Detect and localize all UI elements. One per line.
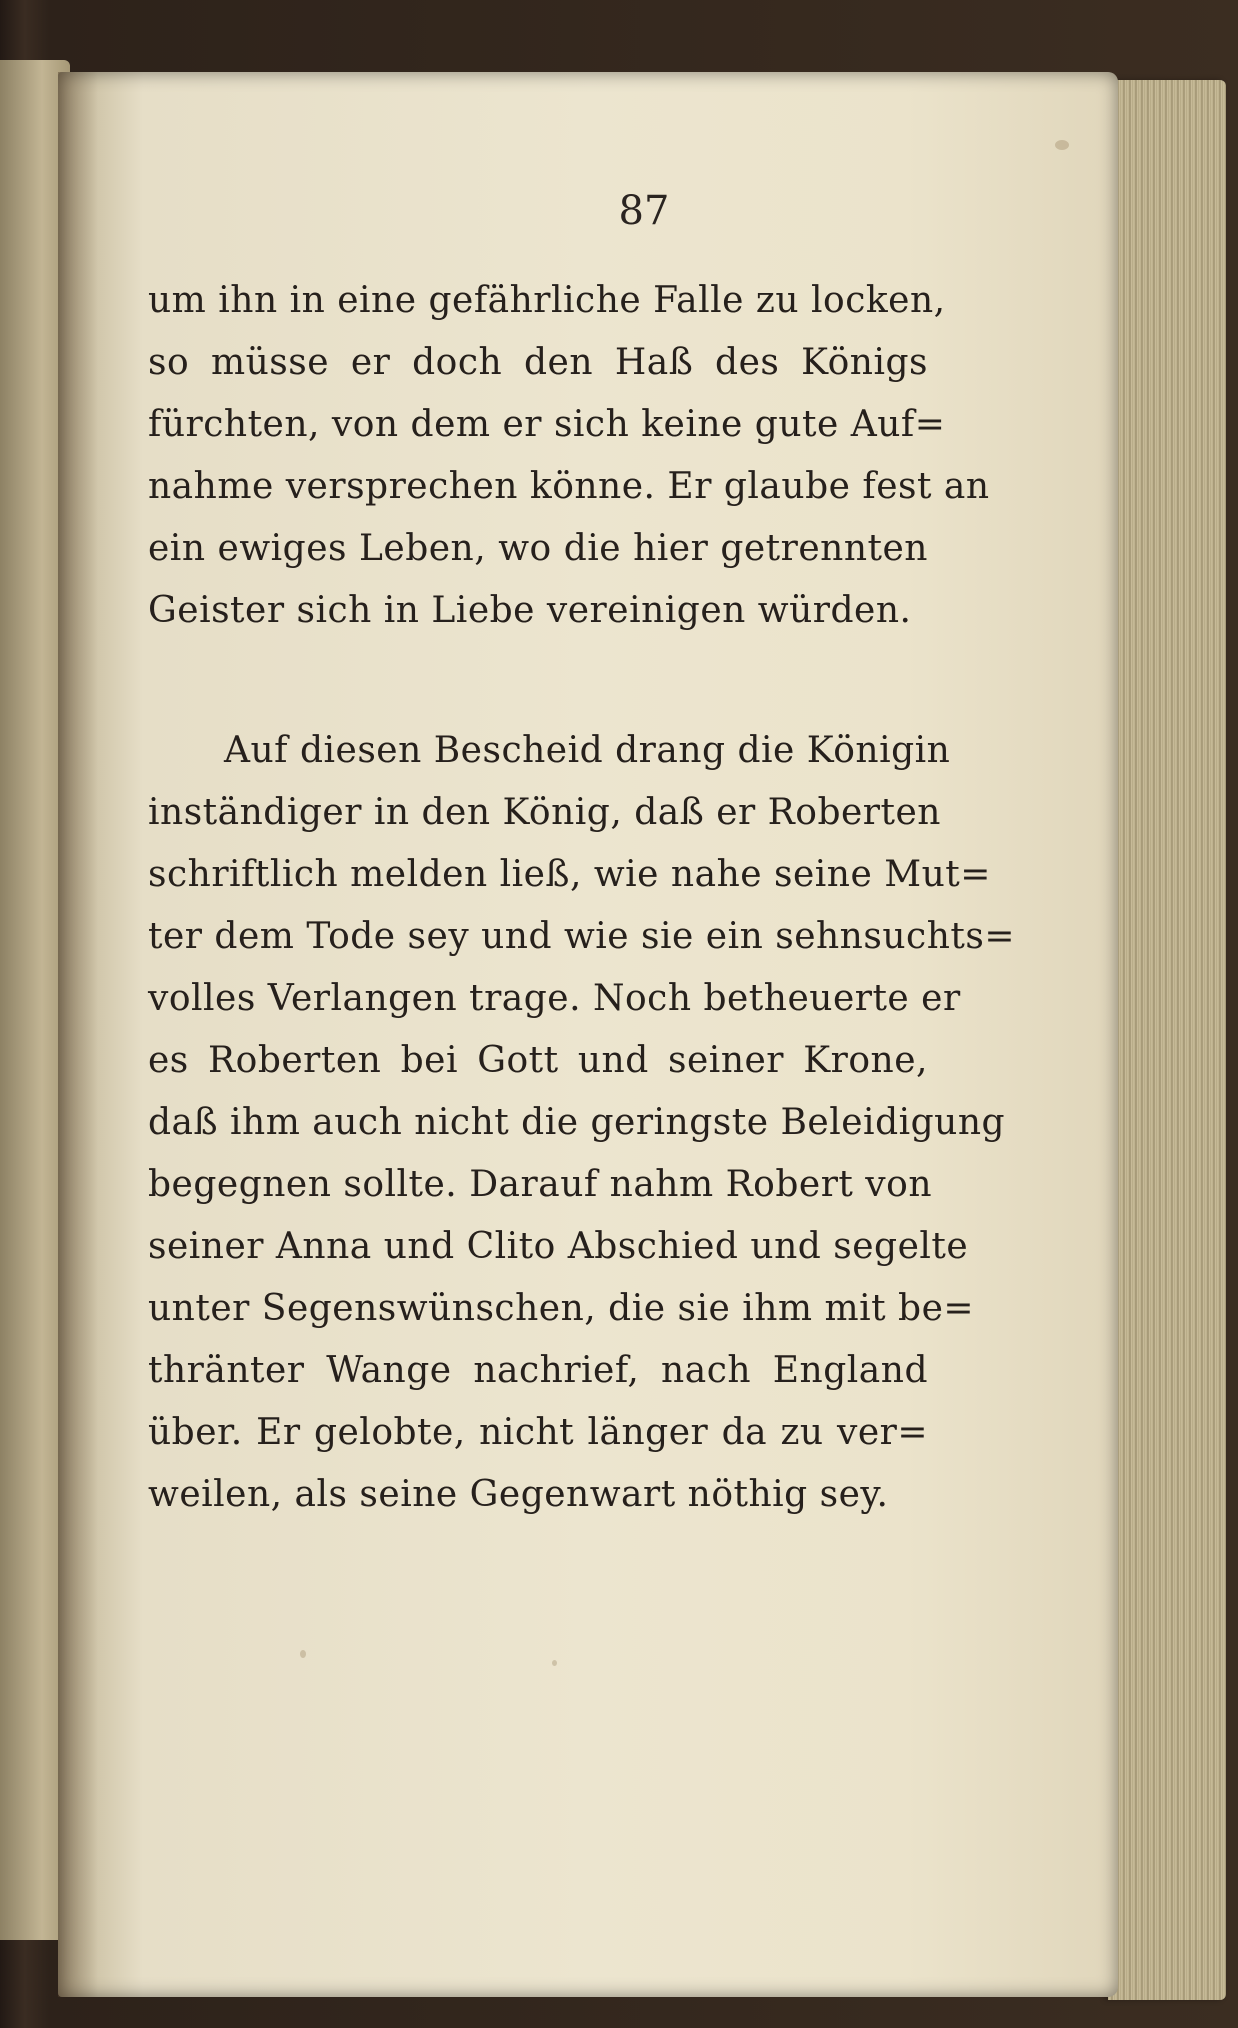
text-line: unter Segenswünschen, die sie ihm mit be= bbox=[148, 1288, 975, 1329]
foxing-spot bbox=[552, 1660, 557, 1666]
text-line: ein ewiges Leben, wo die hier getrennten bbox=[148, 528, 928, 569]
text-line: schriftlich melden ließ, wie nahe seine Mut= bbox=[148, 854, 991, 895]
text-line: thränter Wange nachrief, nach England bbox=[148, 1350, 928, 1391]
text-line: ter dem Tode sey und wie sie ein sehnsuchts= bbox=[148, 916, 1015, 957]
text-line: begegnen sollte. Darauf nahm Robert von bbox=[148, 1164, 933, 1205]
text-line: nahme versprechen könne. Er glaube fest an bbox=[148, 466, 990, 507]
text-line: inständiger in den König, daß er Roberten bbox=[148, 792, 941, 833]
text-line: Geister sich in Liebe vereinigen würden. bbox=[148, 590, 912, 631]
paragraph bbox=[148, 720, 1015, 1526]
text-line: über. Er gelobte, nicht länger da zu ver= bbox=[148, 1412, 928, 1453]
foxing-spot bbox=[1055, 140, 1069, 150]
text-line: es Roberten bei Gott und seiner Krone, bbox=[148, 1040, 928, 1081]
text-line: weilen, als seine Gegenwart nöthig sey. bbox=[148, 1474, 889, 1515]
text-line: fürchten, von dem er sich keine gute Auf= bbox=[148, 404, 946, 445]
paragraph bbox=[148, 270, 990, 642]
paragraph-gap bbox=[148, 642, 928, 720]
text-line: um ihn in eine gefährliche Falle zu locken, bbox=[148, 280, 946, 321]
text-line: daß ihm auch nicht die geringste Beleidigung bbox=[148, 1102, 1006, 1143]
page-block-edge bbox=[1108, 80, 1226, 2000]
text-line: Auf diesen Bescheid drang die Königin bbox=[224, 730, 951, 771]
body-text bbox=[148, 270, 1015, 1526]
text-line: seiner Anna und Clito Abschied und segelte bbox=[148, 1226, 969, 1267]
page-gutter-shadow bbox=[58, 72, 98, 1997]
text-line: so müsse er doch den Haß des Königs bbox=[148, 342, 928, 383]
page-number: 87 bbox=[618, 188, 670, 234]
text-line: volles Verlangen trage. Noch betheuerte er bbox=[148, 978, 961, 1019]
foxing-spot bbox=[300, 1650, 306, 1658]
